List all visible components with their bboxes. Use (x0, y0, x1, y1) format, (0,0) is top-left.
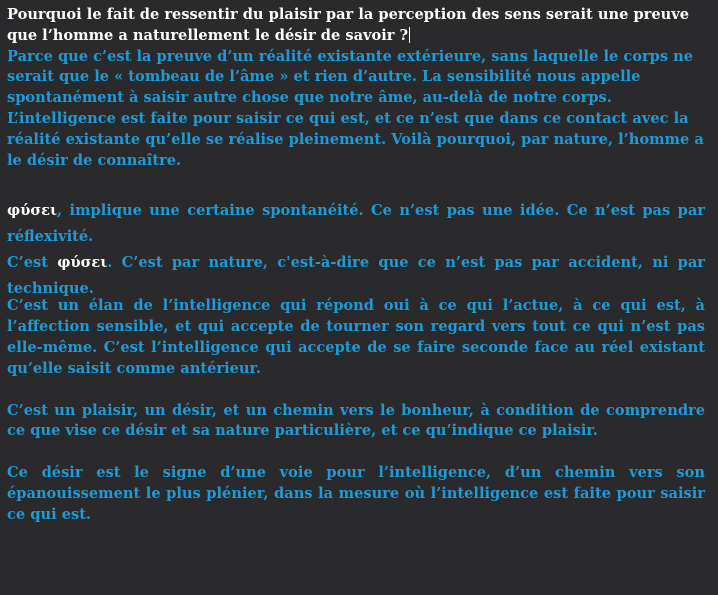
question-text: que l’homme a naturellement le désir de savoir ? (7, 26, 409, 44)
answer-line: réalité existante qu’elle se réalise pleinement. Voilà pourquoi, par nature, l’homme a (7, 130, 704, 148)
answer-line: L’intelligence est faite pour saisir ce qui est, et ce n’est que dans ce contact avec la (7, 109, 689, 127)
answer-line: le désir de connaître. (7, 151, 182, 169)
physei-paragraph-2 (7, 250, 705, 302)
physei-paragraph-3: C’est un élan de l’intelligence qui répond oui à ce qui l’actue, à ce qui est, à l’affection sensible, et qui accepte de tourner son regard vers tout ce qui n’est pas elle-même. C’est l’intelligence qui accepte de se faire seconde face au réel existant qu’elle saisit comme antérieur. (7, 297, 705, 377)
paragraph-spacer (7, 380, 705, 401)
greek-word: φύσει (7, 202, 58, 220)
physei-p1-text: , implique une certaine spontanéité. Ce n’est pas une idée. Ce n’est pas par réflexivité. (7, 202, 705, 246)
document-body[interactable] (7, 5, 705, 526)
answer-line: spontanément à saisir autre chose que notre âme, au-delà de notre corps. (7, 89, 612, 107)
plaisir-paragraph: C’est un plaisir, un désir, et un chemin vers le bonheur, à condition de comprendre ce que vise ce désir et sa nature particulière, et ce qu’indique ce plaisir. (7, 401, 705, 440)
physei-p2-text: . C’est par nature, c'est-à-dire que ce n’est pas par accident, ni par technique. (7, 254, 705, 298)
text-cursor (409, 27, 410, 43)
answer-line: Parce que c’est la preuve d’un réalité existante extérieure, sans laquelle le corps ne (7, 47, 694, 65)
desir-paragraph: Ce désir est le signe d’une voie pour l’intelligence, d’un chemin vers son épanouissement le plus plénier, dans la mesure où l’intelligence est faite pour saisir ce qui est. (7, 464, 705, 523)
answer-line: serait que le « tombeau de l’âme » et rien d’autre. La sensibilité nous appelle (7, 68, 641, 86)
physei-paragraph-1 (7, 198, 705, 250)
question-line-1: Pourquoi le fait de ressentir du plaisir par la perception des sens serait une preuve (7, 6, 690, 23)
greek-word: φύσει (57, 254, 108, 272)
paragraph-spacer (7, 171, 705, 192)
paragraph-spacer (7, 442, 705, 463)
question-line-2 (7, 26, 705, 47)
physei-p2-prefix: C’est (7, 254, 58, 272)
